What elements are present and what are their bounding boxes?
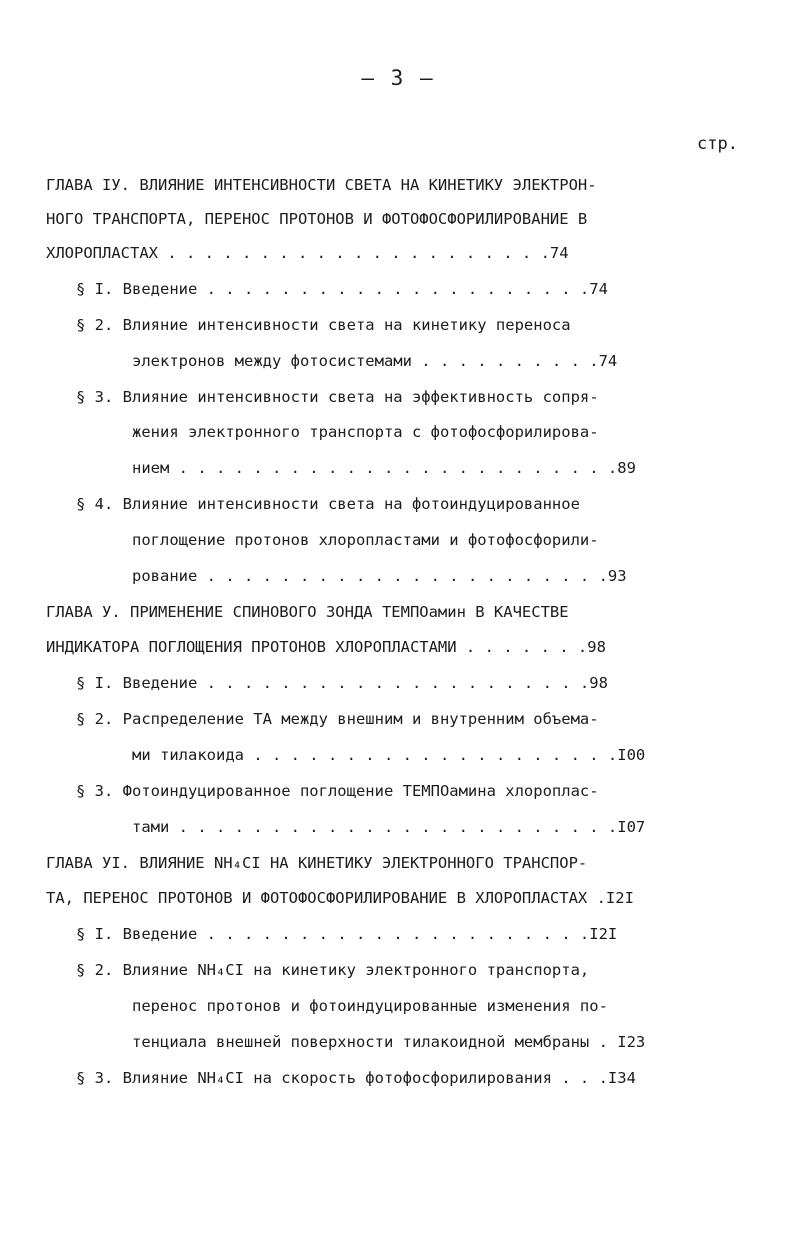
chapter-4-title-line-2: НОГО ТРАНСПОРТА, ПЕРЕНОС ПРОТОНОВ И ФОТОФОСФОРИЛИРОВАНИЕ В [46, 210, 588, 228]
toc-entry-4-3-line-1: § 3. Влияние интенсивности света на эффективность сопря- [76, 388, 599, 406]
toc-entry-5-2-line-2: ми тилакоида . . . . . . . . . . . . . . . . . . . .I00 [132, 746, 646, 764]
toc-entry-6-2-line-3: тенциала внешней поверхности тилакоидной мембраны . I23 [132, 1033, 646, 1051]
toc-entry-4-3-line-2: жения электронного транспорта с фотофосфорилирова- [132, 423, 599, 441]
chapter-5-title-line-1: ГЛАВА У. ПРИМЕНЕНИЕ СПИНОВОГО ЗОНДА ТЕМПОамин В КАЧЕСТВЕ [46, 603, 569, 621]
toc-entry-4-2-line-2: электронов между фотосистемами . . . . . . . . . .74 [132, 352, 618, 370]
toc-entry-4-4-line-3: рование . . . . . . . . . . . . . . . . . . . . . .93 [132, 567, 627, 585]
toc-entry-4-2-line-1: § 2. Влияние интенсивности света на кинетику переноса [76, 316, 571, 334]
chapter-5-title-line-2: ИНДИКАТОРА ПОГЛОЩЕНИЯ ПРОТОНОВ ХЛОРОПЛАСТАМИ . . . . . . .98 [46, 638, 606, 656]
toc-entry-4-1: § I. Введение . . . . . . . . . . . . . . . . . . . . .74 [76, 280, 608, 298]
toc-entry-6-3: § 3. Влияние NH₄CI на скорость фотофосфорилирования . . .I34 [76, 1069, 636, 1087]
toc-entry-5-3-line-2: тами . . . . . . . . . . . . . . . . . . . . . . . .I07 [132, 818, 646, 836]
page-column-label: стр. [697, 134, 738, 154]
toc-entry-5-2-line-1: § 2. Распределение ТА между внешним и внутренним объема- [76, 710, 599, 728]
toc-entry-5-3-line-1: § 3. Фотоиндуцированное поглощение ТЕМПОамина хлороплас- [76, 782, 599, 800]
toc-entry-4-4-line-1: § 4. Влияние интенсивности света на фотоиндуцированное [76, 495, 580, 513]
toc-entry-6-2-line-1: § 2. Влияние NH₄CI на кинетику электронного транспорта, [76, 961, 590, 979]
chapter-6-title-line-2: ТА, ПЕРЕНОС ПРОТОНОВ И ФОТОФОСФОРИЛИРОВАНИЕ В ХЛОРОПЛАСТАХ .I2I [46, 889, 634, 907]
chapter-6-title-line-1: ГЛАВА УI. ВЛИЯНИЕ NH₄CI НА КИНЕТИКУ ЭЛЕКТРОННОГО ТРАНСПОР- [46, 854, 588, 872]
toc-entry-6-1: § I. Введение . . . . . . . . . . . . . . . . . . . . .I2I [76, 925, 618, 943]
chapter-4-title-line-3: ХЛОРОПЛАСТАХ . . . . . . . . . . . . . . . . . . . . .74 [46, 244, 569, 262]
toc-entry-4-4-line-2: поглощение протонов хлоропластами и фотофосфорили- [132, 531, 599, 549]
page-number: – 3 – [361, 66, 435, 90]
toc-entry-5-1: § I. Введение . . . . . . . . . . . . . . . . . . . . .98 [76, 674, 608, 692]
toc-entry-6-2-line-2: перенос протонов и фотоиндуцированные изменения по- [132, 997, 608, 1015]
chapter-4-title-line-1: ГЛАВА IУ. ВЛИЯНИЕ ИНТЕНСИВНОСТИ СВЕТА НА КИНЕТИКУ ЭЛЕКТРОН- [46, 176, 597, 194]
toc-entry-4-3-line-3: нием . . . . . . . . . . . . . . . . . . . . . . . .89 [132, 459, 636, 477]
